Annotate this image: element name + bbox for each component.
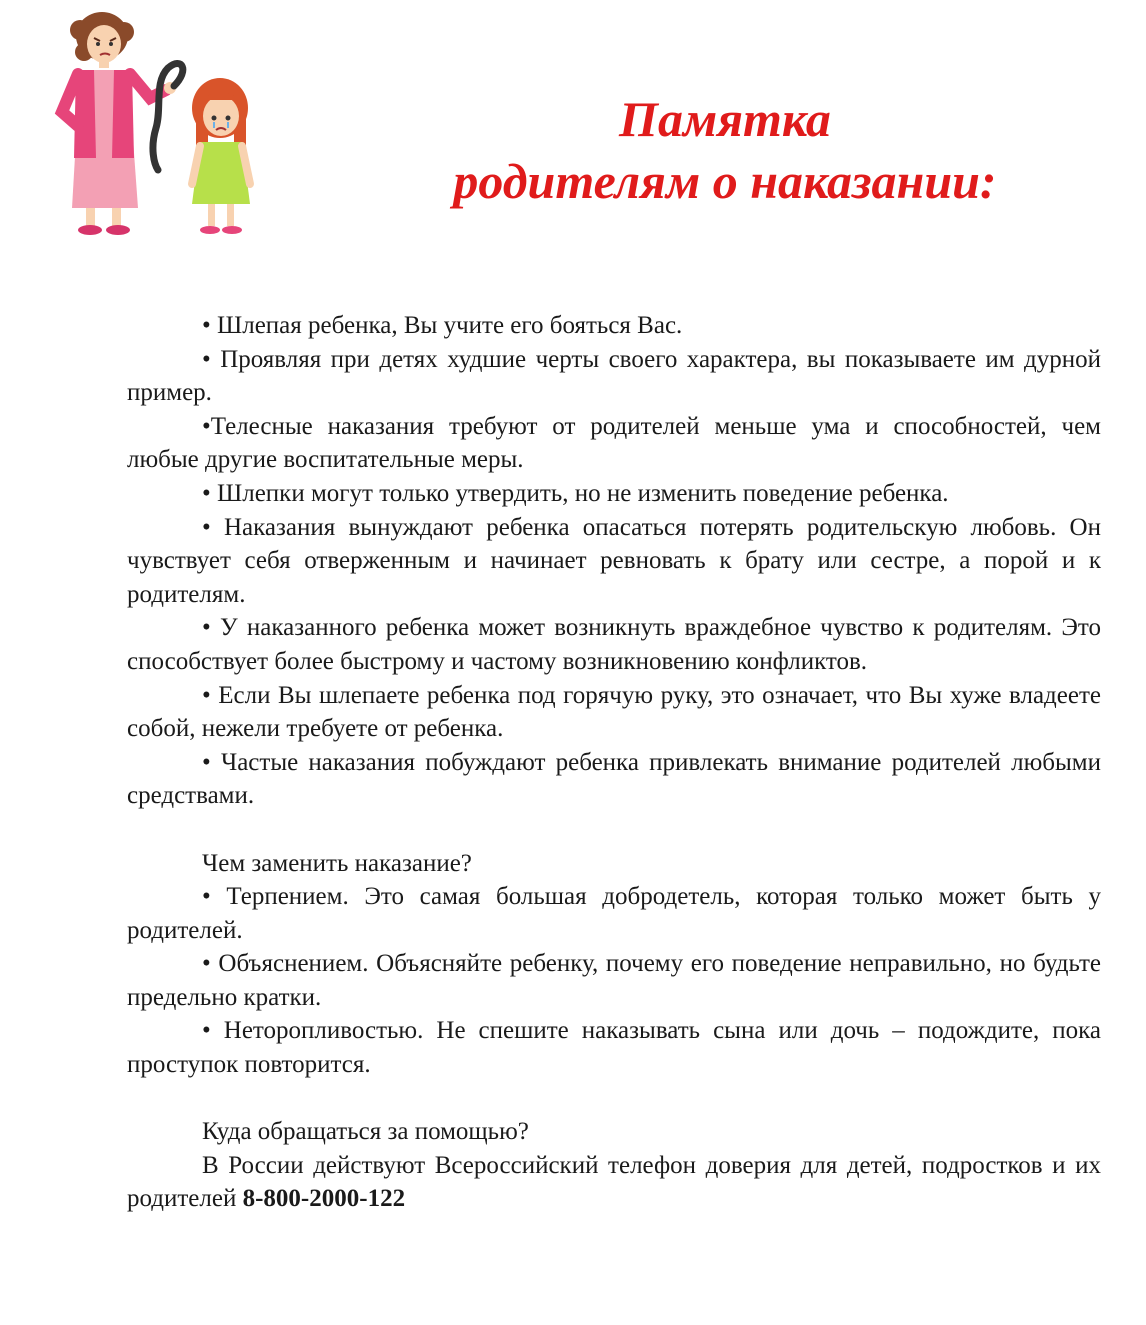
paragraph: • Шлепая ребенка, Вы учите его бояться Вас. — [202, 312, 683, 339]
title-line-1: Памятка — [619, 91, 831, 147]
paragraph: • Если Вы шлепаете ребенка под горячую руку, это означает, что Вы хуже владеете собой, нежели требуете от ребенка. — [127, 681, 1101, 743]
alternative-item: • Неторопливостью. Не спешите наказывать сына или дочь – подождите, пока проступок повторится. — [127, 1017, 1101, 1079]
alternatives-heading: Чем заменить наказание? — [202, 849, 472, 877]
paragraph: • Частые наказания побуждают ребенка привлекать внимание родителей любыми средствами. — [127, 748, 1101, 810]
page-title — [400, 88, 1050, 212]
document-body — [127, 309, 1101, 1216]
paragraph: • Шлепки могут только утвердить, но не изменить поведение ребенка. — [202, 479, 949, 507]
paragraph: • Наказания вынуждают ребенка опасаться потерять родительскую любовь. Он чувствует себя отверженным и начинает ревновать к брату или сестре, а порой и к родителям. — [127, 513, 1101, 608]
paragraph: • Проявляя при детях худшие черты своего характера, вы показываете им дурной пример. — [127, 345, 1101, 407]
alternative-item: • Терпением. Это самая большая добродетель, которая только может быть у родителей. — [127, 883, 1101, 944]
title-line-2: родителям о наказании: — [453, 153, 997, 209]
help-text: В России действуют Всероссийский телефон доверия для детей, подростков и их родителей — [127, 1151, 1101, 1213]
mother-and-child-illustration — [50, 8, 260, 240]
help-paragraph — [127, 1149, 1101, 1216]
spacer — [127, 1082, 1101, 1116]
paragraph: •Телесные наказания требуют от родителей меньше ума и способностей, чем любые другие воспитательные меры. — [127, 412, 1101, 474]
girl-figure — [192, 78, 250, 234]
help-heading: Куда обращаться за помощью? — [202, 1118, 529, 1146]
hotline-phone-number: 8-800-2000-122 — [242, 1185, 406, 1213]
spacer — [127, 813, 1101, 847]
belt-icon — [153, 63, 183, 170]
alternative-item: • Объяснением. Объясняйте ребенку, почему его поведение неправильно, но будьте предельно кратки. — [127, 950, 1101, 1011]
paragraph: • У наказанного ребенка может возникнуть враждебное чувство к родителям. Это способствует более быстрому и частому возникновению конфликтов. — [127, 614, 1101, 675]
